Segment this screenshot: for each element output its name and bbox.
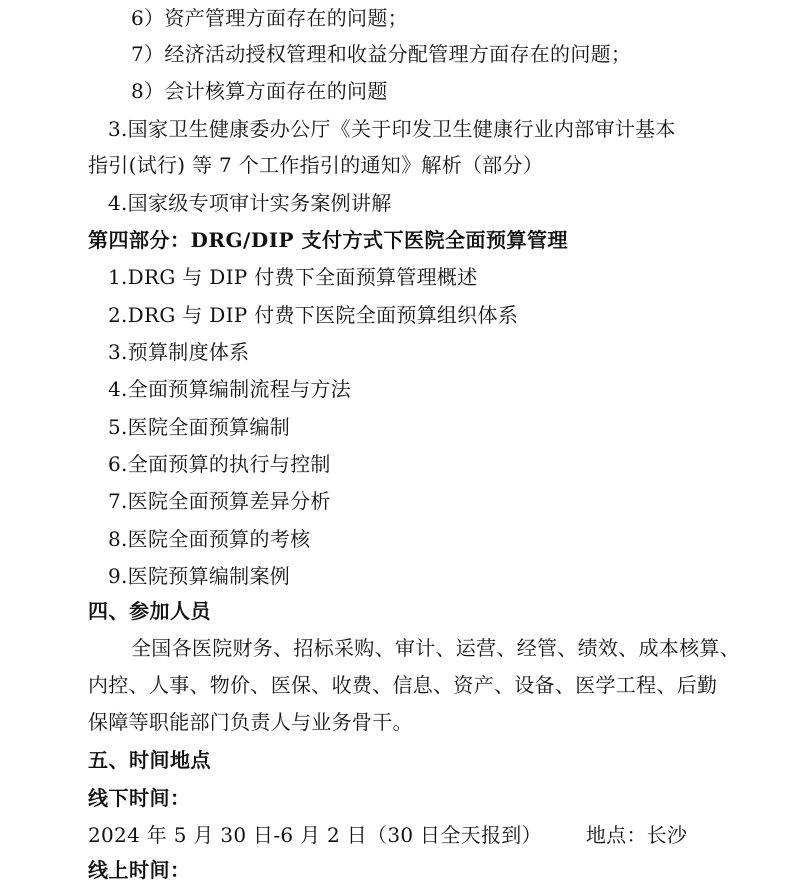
part4-item-2: 2.DRG 与 DIP 付费下医院全面预算组织体系	[108, 303, 519, 327]
part3-item4: 4.国家级专项审计实务案例讲解	[108, 191, 392, 215]
participants-line-1: 全国各医院财务、招标采购、审计、运营、经管、绩效、成本核算、	[131, 636, 740, 660]
offline-place: 地点：长沙	[585, 823, 688, 847]
part4-item-6: 6.全面预算的执行与控制	[108, 452, 331, 476]
part3-item3-line1: 3.国家卫生健康委办公厅《关于印发卫生健康行业内部审计基本	[108, 117, 676, 141]
part4-item-5: 5.医院全面预算编制	[108, 415, 291, 439]
part4-item-9: 9.医院预算编制案例	[108, 564, 291, 588]
part4-item-1: 1.DRG 与 DIP 付费下全面预算管理概述	[108, 265, 478, 289]
part4-item-3: 3.预算制度体系	[108, 340, 250, 364]
online-time-label: 线上时间：	[88, 858, 191, 882]
offline-time-row	[88, 822, 687, 848]
offline-time-label: 线下时间：	[88, 786, 191, 810]
part4-item-4: 4.全面预算编制流程与方法	[108, 377, 351, 401]
part4-heading: 第四部分：DRG/DIP 支付方式下医院全面预算管理	[88, 228, 569, 252]
participants-line-3: 保障等职能部门负责人与业务骨干。	[88, 710, 413, 734]
offline-date: 2024 年 5 月 30 日-6 月 2 日（30 日全天报到）	[88, 823, 542, 847]
section4-heading: 四、参加人员	[88, 599, 211, 623]
sub-item-6: 6）资产管理方面存在的问题；	[131, 6, 408, 30]
section5-heading: 五、时间地点	[88, 748, 211, 772]
part4-item-7: 7.医院全面预算差异分析	[108, 489, 331, 513]
sub-item-7: 7）经济活动授权管理和收益分配管理方面存在的问题；	[131, 42, 632, 66]
sub-item-8: 8）会计核算方面存在的问题	[131, 79, 388, 103]
part3-item3-line2: 指引(试行) 等 7 个工作指引的通知》解析（部分）	[88, 153, 544, 177]
participants-line-2: 内控、人事、物价、医保、收费、信息、资产、设备、医学工程、后勤	[88, 673, 718, 697]
part4-item-8: 8.医院全面预算的考核	[108, 527, 311, 551]
